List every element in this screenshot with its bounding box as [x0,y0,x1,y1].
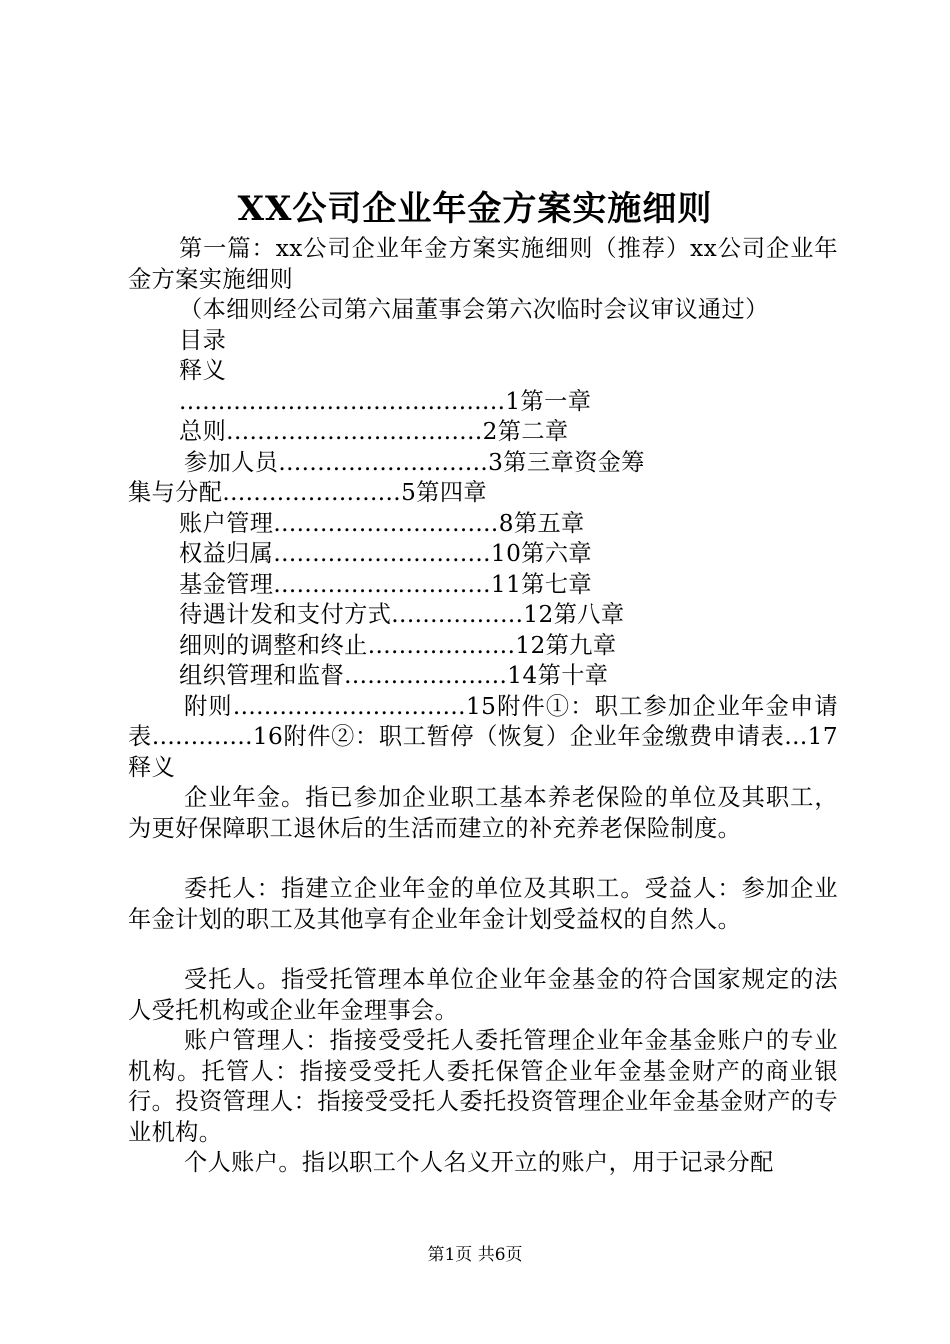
toc-line-appendices: 附则..............................15附件①：职工参加企业年金申请表.............16附件②：职工暂停（恢复）企业年金缴费申请表...17释义 [128,692,838,781]
paragraph-approval-note: （本细则经公司第六届董事会第六次临时会议审议通过） [179,296,769,323]
toc-line: 参加人员...........................3第三章资金筹 [184,448,645,476]
toc-line: 账户管理.............................8第五章 [179,509,585,537]
toc-line: 权益归属............................10第六章 [179,540,592,567]
definition-enterprise-annuity: 企业年金。指已参加企业职工基本养老保险的单位及其职工，为更好保障职工退休后的生活而建立的补充养老保险制度。 [128,784,838,842]
toc-line: 总则.................................2第二章 [179,418,569,445]
paragraph-gap [128,844,838,874]
definition-trustee: 受托人。指受托管理本单位企业年金基金的符合国家规定的法人受托机构或企业年金理事会。 [128,966,838,1024]
definition-individual-account: 个人账户。指以职工个人名义开立的账户，用于记录分配 [184,1149,774,1176]
toc-line: 待遇计发和支付方式.................12第八章 [179,601,625,628]
paragraph-intro: 第一篇：xx公司企业年金方案实施细则（推荐）xx公司企业年金方案实施细则 [128,235,838,293]
document-body [128,234,838,1179]
definition-account-manager: 账户管理人：指接受受托人委托管理企业年金基金账户的专业机构。托管人：指接受受托人委托保管企业年金基金财产的商业银行。投资管理人：指接受受托人委托投资管理企业年金基金财产的专业机构。 [128,1027,838,1146]
toc-line: 细则的调整和终止...................12第九章 [179,631,617,659]
toc-line: ..........................................1第一章 [179,387,592,415]
page-footer: 第1页 共6页 [427,1245,523,1265]
toc-line: 基金管理............................11第七章 [179,570,592,598]
toc-line: 集与分配.......................5第四章 [128,479,487,506]
definition-principal: 委托人：指建立企业年金的单位及其职工。受益人：参加企业年金计划的职工及其他享有企业年金计划受益权的自然人。 [128,875,838,933]
document-title: XX公司企业年金方案实施细则 [237,189,713,229]
paragraph-gap [128,935,838,965]
toc-item-definitions: 释义 [179,357,227,384]
toc-heading: 目录 [179,326,227,354]
toc-line: 组织管理和监督.....................14第十章 [179,662,609,689]
